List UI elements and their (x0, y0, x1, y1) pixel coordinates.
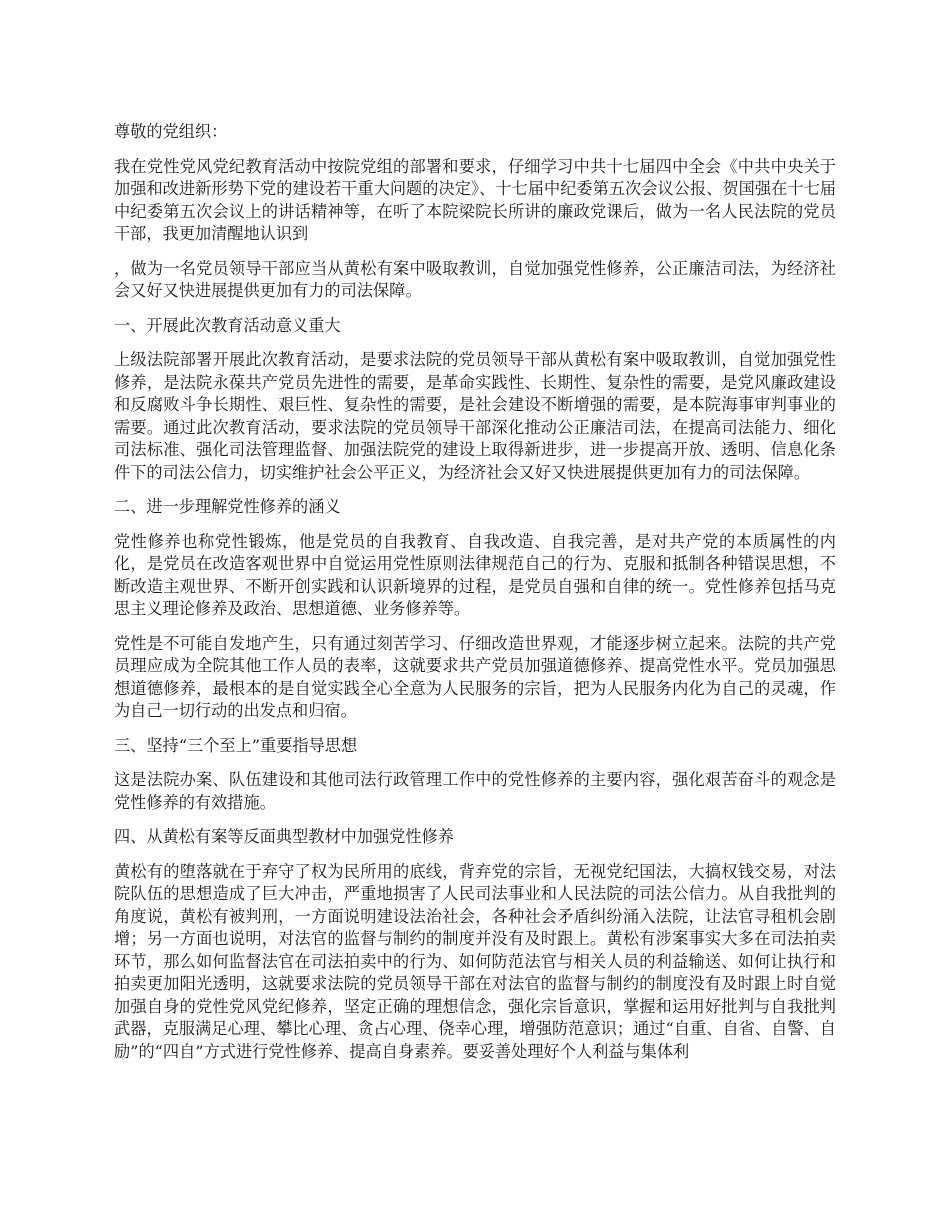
document-page (114, 121, 836, 1075)
paragraph-intro-continued: ，做为一名党员领导干部应当从黄松有案中吸取教训，自觉加强党性修养，公正廉洁司法，为经济社会又好又快进展提供更加有力的司法保障。 (114, 258, 836, 300)
paragraph-section-2a: 党性修养也称党性锻炼，他是党员的自我教育、自我改造、自我完善，是对共产党的本质属性的内化，是党员在改造客观世界中自觉运用党性原则法律规范自己的行为、克服和抵制各种错误思想，不断改造主观世界、不断开创实践和认识新境界的过程，是党员自强和自律的统一。党性修养包括马克思主义理论修养及政治、思想道德、业务修养等。 (114, 531, 836, 618)
paragraph-section-2b: 党性是不可能自发地产生，只有通过刻苦学习、仔细改造世界观，才能逐步树立起来。法院的共产党员理应成为全院其他工作人员的表率，这就要求共产党员加强道德修养、提高党性水平。党员加强思想道德修养，最根本的是自觉实践全心全意为人民服务的宗旨，把为人民服务内化为自己的灵魂，作为自己一切行动的出发点和归宿。 (114, 633, 836, 720)
section-heading-4: 四、从黄松有案等反面典型教材中加强党性修养 (114, 827, 454, 846)
section-heading-1: 一、开展此次教育活动意义重大 (114, 315, 341, 335)
salutation: 尊敬的党组织： (114, 122, 228, 141)
paragraph-intro: 我在党性党风党纪教育活动中按院党组的部署和要求，仔细学习中共十七届四中全会《中共中央关于加强和改进新形势下党的建设若干重大问题的决定》、十七届中纪委第五次会议公报、贺国强在十七届中纪委第五次会议上的讲话精神等，在听了本院梁院长所讲的廉政党课后，做为一名人民法院的党员干部，我更加清醒地认识到 (114, 156, 836, 243)
paragraph-section-3: 这是法院办案、队伍建设和其他司法行政管理工作中的党性修养的主要内容，强化艰苦奋斗的观念是党性修养的有效措施。 (114, 770, 836, 812)
section-heading-3: 三、坚持“三个至上”重要指导思想 (114, 735, 358, 755)
section-heading-2: 二、进一步理解党性修养的涵义 (114, 497, 341, 516)
paragraph-section-1: 上级法院部署开展此次教育活动，是要求法院的党员领导干部从黄松有案中吸取教训，自觉加强党性修养，是法院永葆共产党员先进性的需要，是革命实践性、长期性、复杂性的需要，是党风廉政建设和反腐败斗争长期性、艰巨性、复杂性的需要，是社会建设不断增强的需要，是本院海事审判事业的需要。通过此次教育活动，要求法院的党员领导干部深化推动公正廉洁司法，在提高司法能力、细化司法标准、强化司法管理监督、加强法院党的建设上取得新进步，进一步提高开放、透明、信息化条件下的司法公信力，切实维护社会公平正义，为经济社会又好又快进展提供更加有力的司法保障。 (114, 350, 836, 482)
paragraph-section-4: 黄松有的堕落就在于弃守了权为民所用的底线，背弃党的宗旨，无视党纪国法，大搞权钱交易，对法院队伍的思想造成了巨大冲击，严重地损害了人民司法事业和人民法院的司法公信力。从自我批判的角度说，黄松有被判刑，一方面说明建设法治社会，各种社会矛盾纠纷涌入法院，让法官寻租机会剧增；另一方面也说明，对法官的监督与制约的制度并没有及时跟上。黄松有涉案事实大多在司法拍卖环节，那么如何监督法官在司法拍卖中的行为、如何防范法官与相关人员的利益输送、如何让执行和拍卖更加阳光透明，这就要求法院的党员领导干部在对法官的监督与制约的制度没有及时跟上时自觉加强自身的党性党风党纪修养，坚定正确的理想信念，强化宗旨意识，掌握和运用好批判与自我批判武器，克服满足心理、攀比心理、贪占心理、侥幸心理，增强防范意识；通过“自重、自省、自警、自励”的“四自”方式进行党性修养、提高自身素养。要妥善处理好个人利益与集体利 (114, 861, 836, 1061)
